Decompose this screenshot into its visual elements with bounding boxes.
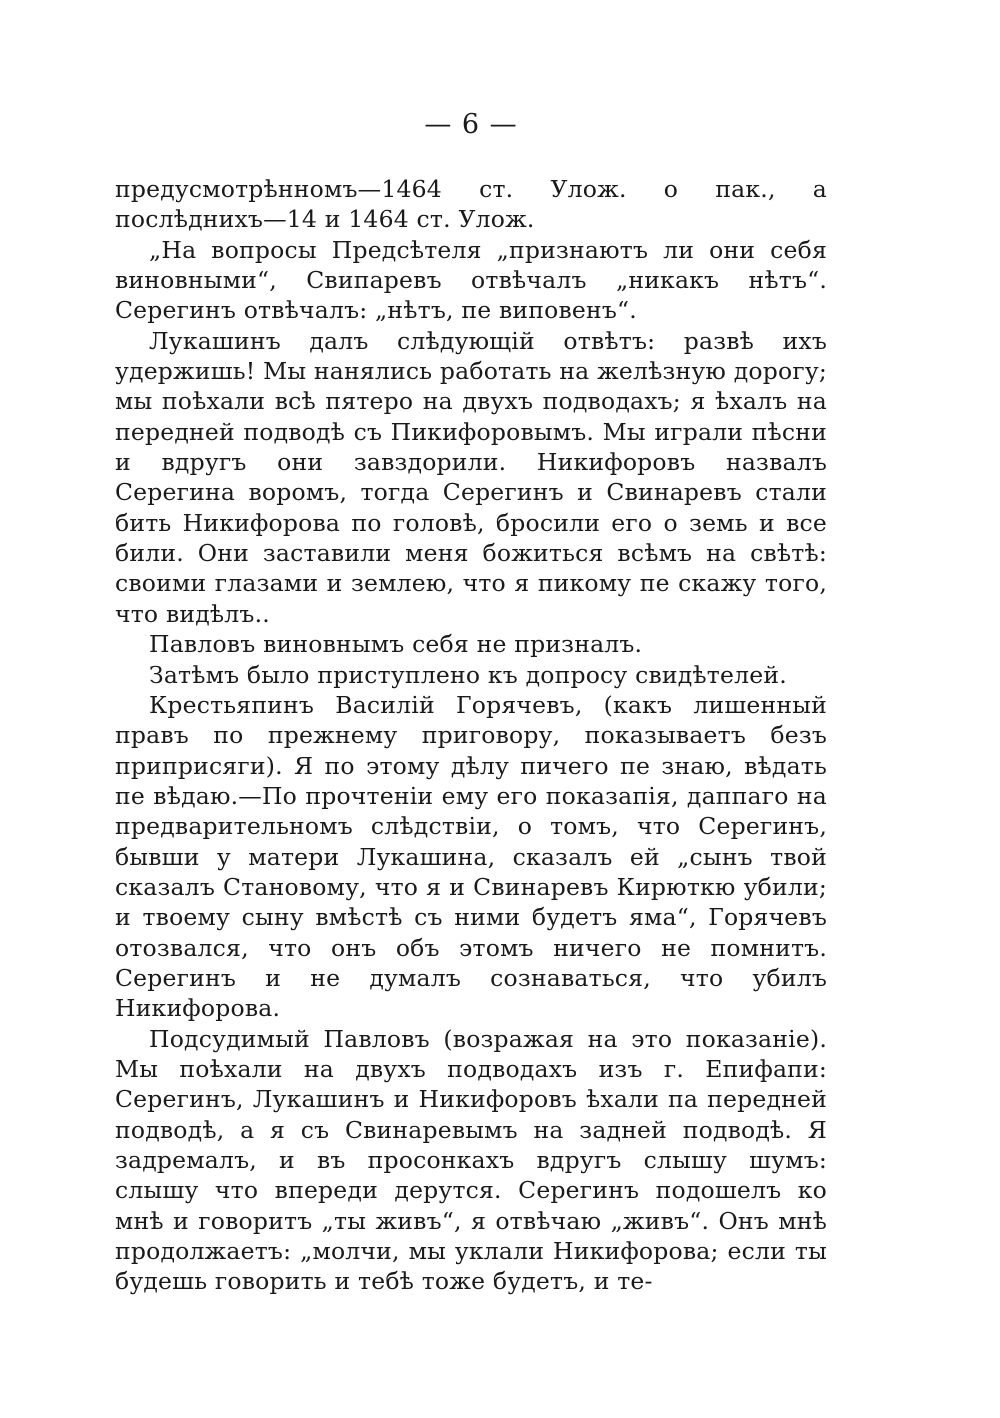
paragraph-goryachev-testimony: Крестьяпинъ Василій Горячевъ, (какъ лишенный правъ по прежнему приговору, показываетъ безъ приприсяги). Я по этому дѣлу пичего пе знаю, вѣдать пе вѣдаю.—По прочтеніи ему его показапія, даппаго на предварительномъ слѣдствіи, о томъ, что Серегинъ, бывши у матери Лукашина, сказалъ ей „сынъ твой сказалъ Становому, что я и Свинаревъ Кирюткю убили; и твоему сыну вмѣстѣ съ ними будетъ яма“, Горячевъ отозвался, что онъ объ этомъ ничего не помнитъ. Серегинъ и не думалъ сознаваться, что убилъ Никифорова. (115, 690, 827, 1023)
paragraph-plea-answers: „На вопросы Предсѣтеля „признаютъ ли они себя виновными“, Свипаревъ отвѣчалъ „никакъ нѣтъ“. Серегинъ отвѣчалъ: „нѣтъ, пе виповенъ“. (115, 235, 827, 325)
paragraph-continuation: предусмотрѣнномъ—1464 ст. Улож. о пак., а послѣднихъ—14 и 1464 ст. Улож. (115, 175, 827, 234)
paragraph-lukashin-answer: Лукашинъ далъ слѣдующій отвѣтъ: развѣ ихъ удержишь! Мы нанялись работать на желѣзную дорогу; мы поѣхали всѣ пятеро на двухъ подводахъ; я ѣхалъ на передней подводѣ съ Пикифоровымъ. Мы играли пѣсни и вдругъ они завздорили. Никифоровъ назвалъ Серегина воромъ, тогда Серегинъ и Свинаревъ стали бить Никифорова по головѣ, бросили его о земь и все били. Они заставили меня божиться всѣмъ на свѣтѣ: своими глазами и землею, что я пикому пе скажу того, что видѣлъ.. (115, 326, 827, 628)
paragraph-pavlov-plea: Павловъ виновнымъ себя не призналъ. (149, 630, 643, 659)
paragraph-pavlov-objection: Подсудимый Павловъ (возражая на это показаніе). Мы поѣхали на двухъ подводахъ изъ г. Епифапи: Серегинъ, Лукашинъ и Никифоровъ ѣхали па передней подводѣ, а я съ Свинаревымъ на задней подводѣ. Я задремалъ, и въ просонкахъ вдругъ слышу шумъ: слышу что впереди дерутся. Серегинъ подошелъ ко мнѣ и говоритъ „ты живъ“, я отвѣчаю „живъ“. Онъ мнѣ продолжаетъ: „молчи, мы уклали Никифорова; если ты будешь говорить и тебѣ тоже будетъ, и те- (115, 1024, 827, 1296)
page-number: — 6 — (424, 109, 518, 140)
body-text (115, 174, 827, 1297)
document-page (115, 108, 827, 1297)
paragraph-witness-intro: Затѣмъ было приступлено къ допросу свидѣтелей. (149, 660, 787, 689)
